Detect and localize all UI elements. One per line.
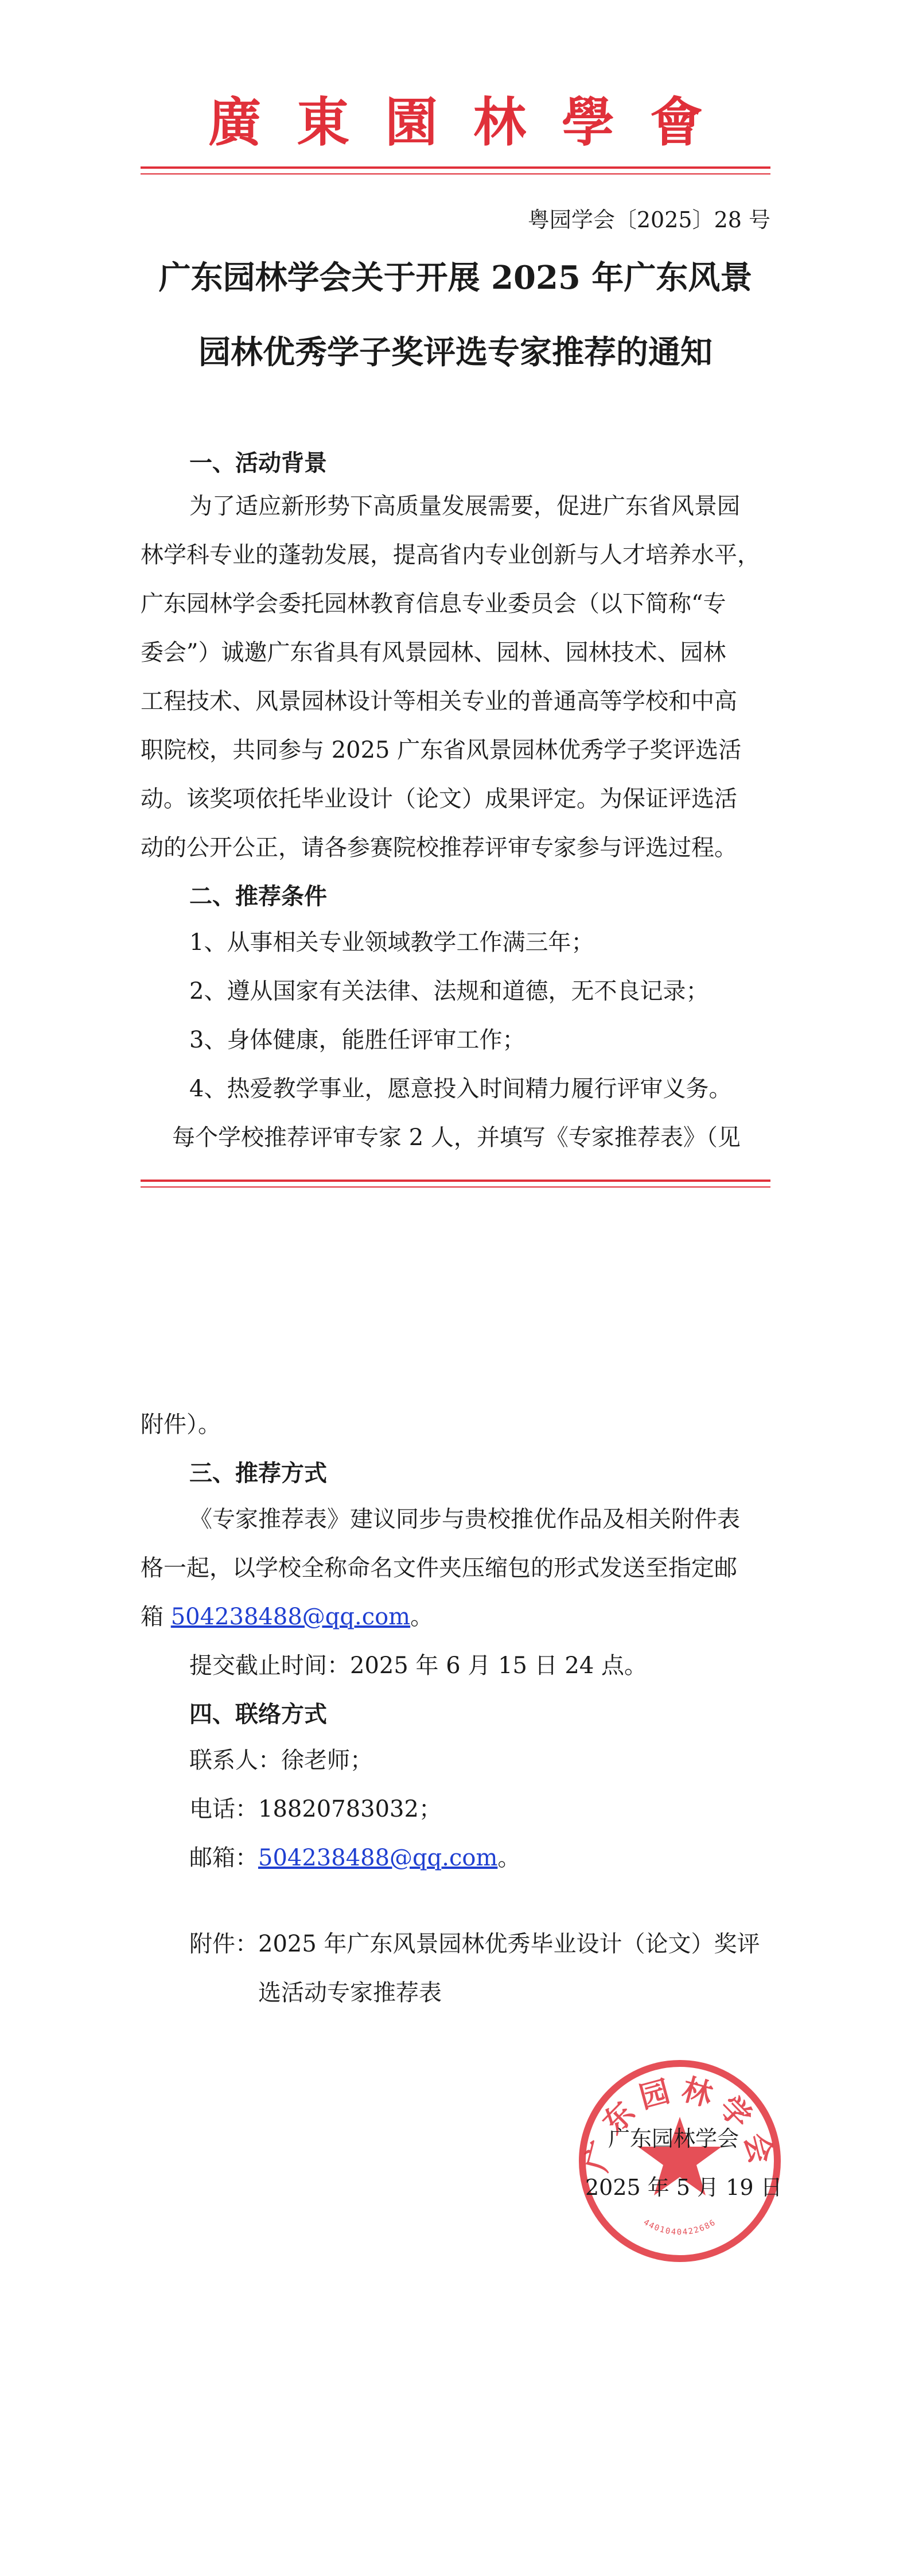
section1-line: 林学科专业的蓬勃发展，提高省内专业创新与人才培养水平， xyxy=(141,542,760,568)
recommendation-note-cont: 附件）。 xyxy=(141,1411,221,1438)
signing-organization: 广东园林学会 xyxy=(608,2126,739,2151)
page-break-rule-thin xyxy=(141,1186,770,1188)
attachment-line2: 选活动专家推荐表 xyxy=(258,1980,442,2006)
email-suffix: 。 xyxy=(497,1845,521,1871)
section3-heading: 三、推荐方式 xyxy=(189,1460,327,1487)
page-break-rule xyxy=(141,1180,770,1182)
section1-line: 委会”）诚邀广东省具有风景园林、园林、园林技术、园林 xyxy=(141,639,726,666)
signing-date: 2025 年 5 月 19 日 xyxy=(585,2175,782,2200)
seal-number: 4401040422686 xyxy=(641,2217,718,2237)
submission-email-link[interactable]: 504238488@qq.com xyxy=(170,1604,411,1630)
section1-line: 广东园林学会委托园林教育信息专业委员会（以下简称“专 xyxy=(141,591,726,617)
section1-line: 工程技术、风景园林设计等相关专业的普通高等学校和中高 xyxy=(141,688,737,715)
submission-deadline: 提交截止时间：2025 年 6 月 15 日 24 点。 xyxy=(189,1652,648,1679)
condition-item: 2、遵从国家有关法律、法规和道德，无不良记录； xyxy=(189,978,709,1004)
section3-email-line xyxy=(141,1599,433,1631)
section3-line: 格一起，以学校全称命名文件夹压缩包的形式发送至指定邮 xyxy=(141,1555,737,1581)
email-prefix: 箱 xyxy=(141,1604,171,1630)
section1-heading: 一、活动背景 xyxy=(189,449,327,476)
condition-item: 1、从事相关专业领域教学工作满三年； xyxy=(189,929,594,956)
contact-phone: 电话：18820783032； xyxy=(189,1796,442,1822)
contact-email-line xyxy=(189,1840,520,1872)
document-number: 粤园学会〔2025〕28 号 xyxy=(527,207,770,232)
notice-title-line2: 园林优秀学子奖评选专家推荐的通知 xyxy=(198,333,713,371)
section1-line: 动。该奖项依托毕业设计（论文）成果评定。为保证评选活 xyxy=(141,786,737,812)
contact-person: 联系人：徐老师； xyxy=(189,1747,373,1774)
svg-text:4401040422686 xyxy=(642,2218,718,2237)
email-suffix: 。 xyxy=(410,1604,434,1630)
section4-heading: 四、联络方式 xyxy=(189,1701,327,1728)
section3-line: 《专家推荐表》建议同步与贵校推优作品及相关附件表 xyxy=(189,1506,740,1533)
official-seal-icon xyxy=(574,2055,786,2267)
condition-item: 3、身体健康，能胜任评审工作； xyxy=(189,1027,525,1053)
section1-line: 动的公开公正，请各参赛院校推荐评审专家参与评选过程。 xyxy=(141,835,737,861)
section1-line: 职院校，共同参与 2025 广东省风景园林优秀学子奖评选活 xyxy=(141,737,742,763)
header-rule-thin xyxy=(141,173,770,174)
contact-email-link[interactable]: 504238488@qq.com xyxy=(258,1845,498,1871)
recommendation-note: 每个学校推荐评审专家 2 人，并填写《专家推荐表》（见 xyxy=(172,1124,741,1151)
masthead-title: 廣東園林學會 xyxy=(208,91,738,153)
condition-item: 4、热爱教学事业，愿意投入时间精力履行评审义务。 xyxy=(189,1076,732,1102)
section1-line: 为了适应新形势下高质量发展需要，促进广东省风景园 xyxy=(189,493,740,519)
section2-heading: 二、推荐条件 xyxy=(189,883,327,910)
seal-text: 广东园林学会 xyxy=(579,2071,781,2175)
attachment-line1: 附件：2025 年广东风景园林优秀毕业设计（论文）奖评 xyxy=(189,1931,760,1957)
notice-title-line1: 广东园林学会关于开展 2025 年广东风景 xyxy=(158,259,753,297)
email-label: 邮箱： xyxy=(189,1845,258,1871)
header-rule-thick xyxy=(141,166,770,169)
